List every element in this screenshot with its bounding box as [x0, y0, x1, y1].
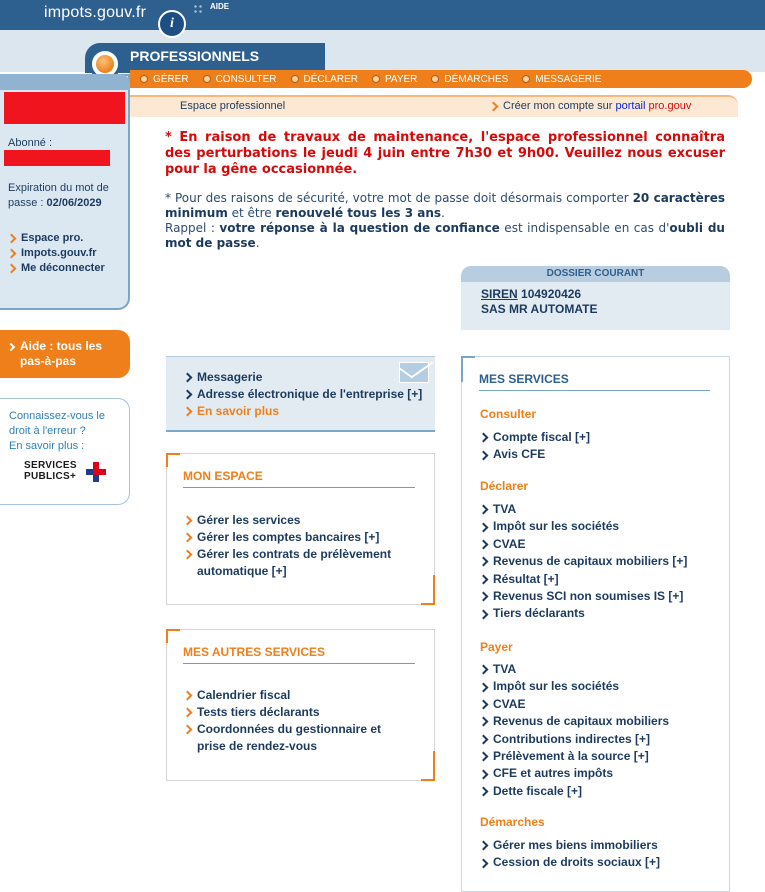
chevron-right-icon: [7, 343, 15, 351]
autres-services-links: [184, 687, 424, 755]
chevron-right-icon: [183, 390, 193, 400]
messagerie-links: [184, 369, 422, 420]
progouv-link[interactable]: pro.gouv: [648, 100, 692, 112]
panel-rule: [479, 390, 710, 391]
chevron-right-icon: [183, 708, 193, 718]
chevron-right-icon: [7, 249, 17, 259]
cat-payer: Payer: [480, 640, 513, 654]
chevron-right-icon: [183, 407, 193, 417]
panel-corner: [166, 453, 180, 467]
service-link[interactable]: Résultat [+]: [480, 571, 687, 588]
chevron-right-icon: [479, 574, 489, 584]
password-expiration: Expiration du mot de passe : 02/06/2029: [8, 182, 109, 209]
chevron-right-icon: [479, 450, 489, 460]
chevron-right-icon: [479, 682, 489, 692]
messagerie-link[interactable]: Messagerie: [184, 369, 422, 386]
service-link[interactable]: Tiers déclarants: [480, 605, 687, 622]
consulter-links: [480, 429, 590, 464]
chevron-right-icon: [479, 592, 489, 602]
payer-links: [480, 661, 669, 800]
service-link[interactable]: TVA: [480, 501, 687, 518]
chevron-right-icon: [489, 101, 499, 111]
services-publics-plus-icon: [86, 462, 106, 482]
cat-consulter: Consulter: [480, 407, 537, 421]
chevron-right-icon: [183, 550, 193, 560]
panel-corner: [421, 751, 435, 781]
chevron-right-icon: [479, 505, 489, 515]
tests-tiers-link[interactable]: Tests tiers déclarants: [184, 704, 424, 721]
portail-link[interactable]: portail: [615, 100, 646, 112]
autres-services-title: MES AUTRES SERVICES: [183, 645, 326, 659]
chevron-right-icon: [479, 700, 489, 710]
chevron-right-icon: [479, 717, 489, 727]
service-link[interactable]: Cession de droits sociaux [+]: [480, 854, 660, 871]
chevron-right-icon: [183, 533, 193, 543]
chevron-right-icon: [479, 734, 489, 744]
info-logo-icon: i: [158, 10, 186, 38]
gerer-comptes-bancaires-link[interactable]: Gérer les comptes bancaires [+]: [184, 529, 424, 546]
chevron-right-icon: [479, 858, 489, 868]
services-publics-logo[interactable]: SERVICES PUBLICS+: [24, 460, 77, 482]
demarches-links: [480, 837, 660, 872]
help-label[interactable]: Aide : tous les pas-à-pas: [8, 339, 118, 369]
account-links: [8, 231, 105, 276]
bullet-icon: [431, 75, 439, 83]
chevron-right-icon: [183, 516, 193, 526]
service-link[interactable]: TVA: [480, 661, 669, 678]
service-link[interactable]: CVAE: [480, 536, 687, 553]
adresse-electronique-link[interactable]: Adresse électronique de l'entreprise [+]: [184, 386, 422, 403]
account-panel-header: [0, 74, 130, 90]
chevron-right-icon: [7, 264, 17, 274]
mes-services-title: MES SERVICES: [479, 372, 569, 386]
orange-orb-icon: [96, 55, 114, 73]
service-link[interactable]: Revenus de capitaux mobiliers: [480, 713, 669, 730]
bullet-icon: [522, 75, 530, 83]
chevron-right-icon: [183, 725, 193, 735]
chevron-right-icon: [479, 665, 489, 675]
chevron-right-icon: [7, 234, 17, 244]
security-note: * Pour des raisons de sécurité, votre mot de passe doit désormais comporter 20 caractères minimum et être renouvelé tous les 3 ans. Rappel : votre réponse à la question de confiance est indispensable en cas d'oubli du mot de passe.: [165, 191, 725, 250]
dots-icon: [193, 4, 203, 14]
panel-rule: [183, 663, 415, 664]
chevron-right-icon: [479, 433, 489, 443]
bullet-icon: [291, 75, 299, 83]
service-link[interactable]: Contributions indirectes [+]: [480, 731, 669, 748]
service-link[interactable]: Compte fiscal [+]: [480, 429, 590, 446]
maintenance-alert: * En raison de travaux de maintenance, l'espace professionnel connaîtra des perturbations le jeudi 4 juin entre 7h30 et 9h00. Veuillez nous excuser pour la gêne occasionnée.: [165, 130, 725, 177]
bullet-icon: [140, 75, 148, 83]
nav-payer[interactable]: PAYER: [372, 74, 417, 85]
service-link[interactable]: Gérer mes biens immobiliers: [480, 837, 660, 854]
declarer-links: [480, 501, 687, 623]
dossier-info: [481, 287, 597, 317]
siren-value: 104920426: [521, 287, 582, 301]
chevron-right-icon: [479, 769, 489, 779]
chevron-right-icon: [183, 691, 193, 701]
panel-rule: [183, 487, 415, 488]
redacted-name: [4, 92, 125, 124]
service-link[interactable]: CFE et autres impôts: [480, 765, 669, 782]
breadcrumb: Espace professionnel: [180, 100, 286, 112]
coordonnees-gestionnaire-link[interactable]: Coordonnées du gestionnaire et prise de rendez-vous: [184, 721, 424, 755]
chevron-right-icon: [183, 373, 193, 383]
service-link[interactable]: Revenus de capitaux mobiliers [+]: [480, 553, 687, 570]
service-link[interactable]: Avis CFE: [480, 446, 590, 463]
service-link[interactable]: CVAE: [480, 696, 669, 713]
en-savoir-plus-link[interactable]: En savoir plus: [184, 403, 422, 420]
calendrier-fiscal-link[interactable]: Calendrier fiscal: [184, 687, 424, 704]
cat-declarer: Déclarer: [480, 479, 529, 493]
nav-consulter[interactable]: CONSULTER: [203, 74, 277, 85]
bullet-icon: [203, 75, 211, 83]
impots-link[interactable]: Impots.gouv.fr: [8, 246, 105, 261]
service-link[interactable]: Impôt sur les sociétés: [480, 518, 687, 535]
panel-corner: [166, 629, 180, 643]
abonne-label: Abonné :: [8, 137, 53, 149]
nav-messagerie[interactable]: MESSAGERIE: [522, 74, 601, 85]
chevron-right-icon: [479, 609, 489, 619]
chevron-right-icon: [479, 557, 489, 567]
main-nav: [130, 70, 752, 88]
dossier-courant-title: DOSSIER COURANT: [461, 266, 730, 282]
cat-demarches: Démarches: [480, 815, 545, 829]
service-link[interactable]: Dette fiscale [+]: [480, 783, 669, 800]
panel-corner: [461, 356, 475, 382]
gerer-contrats-link[interactable]: Gérer les contrats de prélèvement automatique [+]: [184, 546, 424, 580]
bullet-icon: [372, 75, 380, 83]
create-account-link[interactable]: Créer mon compte sur portail pro.gouv: [490, 100, 691, 112]
aide-link[interactable]: AIDE: [210, 2, 230, 11]
mon-espace-panel: [166, 453, 435, 605]
siren-label[interactable]: SIREN: [481, 287, 518, 301]
autres-services-panel: [166, 629, 435, 781]
service-link[interactable]: Prélèvement à la source [+]: [480, 748, 669, 765]
droit-erreur-text[interactable]: Connaissez-vous le droit à l'erreur ? En savoir plus :: [9, 410, 105, 452]
section-title: PROFESSIONNELS: [130, 48, 260, 64]
service-link[interactable]: Impôt sur les sociétés: [480, 678, 669, 695]
service-link[interactable]: Revenus SCI non soumises IS [+]: [480, 588, 687, 605]
site-logo[interactable]: impots.gouv.fr: [44, 4, 147, 21]
nav-declarer[interactable]: DÉCLARER: [291, 74, 358, 85]
chevron-right-icon: [479, 752, 489, 762]
company-name: SAS MR AUTOMATE: [481, 302, 598, 316]
espace-pro-link[interactable]: Espace pro.: [8, 231, 105, 246]
chevron-right-icon: [479, 540, 489, 550]
chevron-right-icon: [479, 787, 489, 797]
logout-link[interactable]: Me déconnecter: [8, 261, 105, 276]
mon-espace-title: MON ESPACE: [183, 469, 263, 483]
nav-demarches[interactable]: DÉMARCHES: [431, 74, 508, 85]
gerer-services-link[interactable]: Gérer les services: [184, 512, 424, 529]
chevron-right-icon: [479, 841, 489, 851]
chevron-right-icon: [479, 522, 489, 532]
mon-espace-links: [184, 512, 424, 580]
redacted-abonne: [4, 150, 110, 166]
nav-gerer[interactable]: GÉRER: [140, 74, 189, 85]
